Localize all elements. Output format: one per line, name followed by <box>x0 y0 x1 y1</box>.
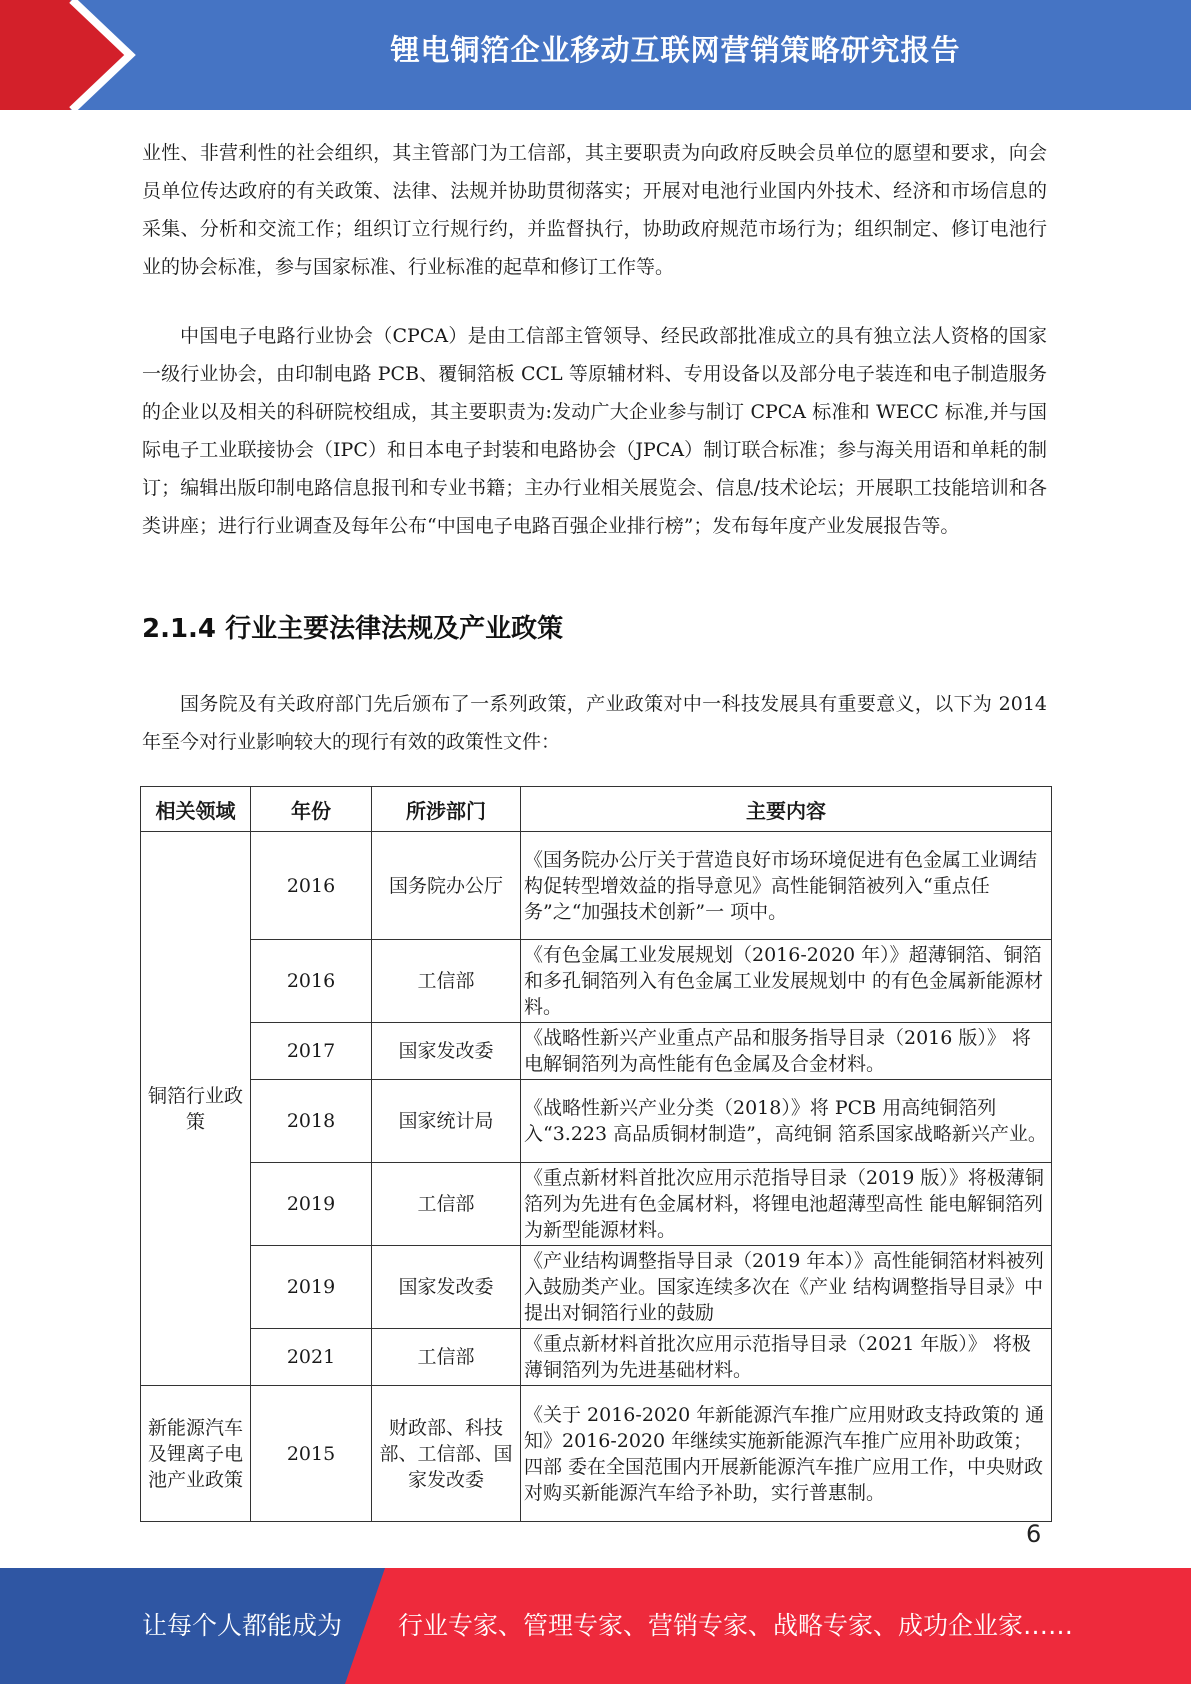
header-content: 主要内容 <box>521 787 1052 832</box>
paragraph-policy-intro: 国务院及有关政府部门先后颁布了一系列政策，产业政策对中一科技发展具有重要意义，以下为 2014 年至今对行业影响较大的现行有效的政策性文件： <box>142 693 1047 753</box>
table-row <box>141 1163 1052 1246</box>
table-row <box>141 940 1052 1023</box>
table-row <box>141 1023 1052 1080</box>
cell-year: 2019 <box>251 1163 372 1246</box>
cell-dept: 国家发改委 <box>372 1023 521 1080</box>
cell-content: 《战略性新兴产业分类（2018）》将 PCB 用高纯铜箔列入“3.223 高品质铜材制造”，高纯铜 箔系国家战略新兴产业。 <box>521 1080 1052 1163</box>
cell-content: 《战略性新兴产业重点产品和服务指导目录（2016 版）》 将电解铜箔列为高性能有色金属及合金材料。 <box>521 1023 1052 1080</box>
table-row <box>141 1246 1052 1329</box>
footer-slogan-right: 行业专家、管理专家、营销专家、战略专家、成功企业家…… <box>398 1611 1074 1640</box>
page-number: 6 <box>1026 1520 1042 1548</box>
cell-content: 《有色金属工业发展规划（2016-2020 年）》超薄铜箔、铜箔和多孔铜箔列入有色金属工业发展规划中 的有色金属新能源材料。 <box>521 940 1052 1023</box>
paragraph-battery-association: 业性、非营利性的社会组织，其主管部门为工信部，其主要职责为向政府反映会员单位的愿望和要求，向会员单位传达政府的有关政策、法律、法规并协助贯彻落实；开展对电池行业国内外技术、经济和市场信息的采集、分析和交流工作；组织订立行规行约，并监督执行，协助政府规范市场行为；组织制定、修订电池行业的协会标准，参与国家标准、行业标准的起草和修订工作等。 <box>142 142 1047 278</box>
cell-year: 2015 <box>251 1386 372 1522</box>
table-row <box>141 1329 1052 1386</box>
cell-dept: 国家统计局 <box>372 1080 521 1163</box>
paragraph-cpca: 中国电子电路行业协会（CPCA）是由工信部主管领导、经民政部批准成立的具有独立法人资格的国家一级行业协会，由印制电路 PCB、覆铜箔板 CCL 等原辅材料、专用设备以及部分电子装连和电子制造服务的企业以及相关的科研院校组成，其主要职责为:发动广大企业参与制订 CPCA 标准和 WECC 标准,并与国际电子工业联接协会（IPC）和日本电子封装和电路协会（JPCA）制订联合标准；参与海关用语和单耗的制订；编辑出版印制电路信息报刊和专业书籍；主办行业相关展览会、信息/技术论坛；开展职工技能培训和各类讲座；进行行业调查及每年公布“中国电子电路百强企业排行榜”；发布每年度产业发展报告等。 <box>142 325 1047 537</box>
cell-content: 《国务院办公厅关于营造良好市场环境促进有色金属工业调结构促转型增效益的指导意见》高性能铜箔被列入“重点任务”之“加强技术创新”一 项中。 <box>521 832 1052 940</box>
cell-year: 2017 <box>251 1023 372 1080</box>
header-dept: 所涉部门 <box>372 787 521 832</box>
table-row <box>141 832 1052 940</box>
table-header-row <box>141 787 1052 832</box>
cell-content: 《产业结构调整指导目录（2019 年本）》高性能铜箔材料被列入鼓励类产业。国家连续多次在《产业 结构调整指导目录》中提出对铜箔行业的鼓励 <box>521 1246 1052 1329</box>
cell-dept: 国家发改委 <box>372 1246 521 1329</box>
cell-year: 2016 <box>251 832 372 940</box>
page-footer <box>0 1568 1191 1684</box>
group-copper-foil-policy: 铜箔行业政策 <box>141 832 251 1386</box>
section-heading: 2.1.4 行业主要法律法规及产业政策 <box>142 614 564 644</box>
cell-dept: 财政部、科技部、工信部、国 家发改委 <box>372 1386 521 1522</box>
group-nev-battery-policy: 新能源汽车及锂离子电池产业政策 <box>141 1386 251 1522</box>
cell-content: 《关于 2016-2020 年新能源汽车推广应用财政支持政策的 通知》2016-2020 年继续实施新能源汽车推广应用补助政策；四部 委在全国范围内开展新能源汽车推广应用工作，中央财政 对购买新能源汽车给予补助，实行普惠制。 <box>521 1386 1052 1522</box>
cell-year: 2021 <box>251 1329 372 1386</box>
cell-dept: 工信部 <box>372 1329 521 1386</box>
cell-dept: 国务院办公厅 <box>372 832 521 940</box>
page-header <box>0 0 1191 110</box>
table-row <box>141 1080 1052 1163</box>
cell-year: 2018 <box>251 1080 372 1163</box>
cell-content: 《重点新材料首批次应用示范指导目录（2019 版）》将极薄铜箔列为先进有色金属材料，将锂电池超薄型高性 能电解铜箔列为新型能源材料。 <box>521 1163 1052 1246</box>
header-year: 年份 <box>251 787 372 832</box>
cell-year: 2016 <box>251 940 372 1023</box>
footer-slogan-left: 让每个人都能成为 <box>142 1611 343 1640</box>
cell-dept: 工信部 <box>372 1163 521 1246</box>
header-chevron-decoration <box>0 0 160 110</box>
cell-dept: 工信部 <box>372 940 521 1023</box>
header-field: 相关领域 <box>141 787 251 832</box>
policy-table <box>140 786 1052 1522</box>
table-row <box>141 1386 1052 1522</box>
cell-year: 2019 <box>251 1246 372 1329</box>
report-title: 锂电铜箔企业移动互联网营销策略研究报告 <box>390 33 961 67</box>
cell-content: 《重点新材料首批次应用示范指导目录（2021 年版）》 将极薄铜箔列为先进基础材料。 <box>521 1329 1052 1386</box>
